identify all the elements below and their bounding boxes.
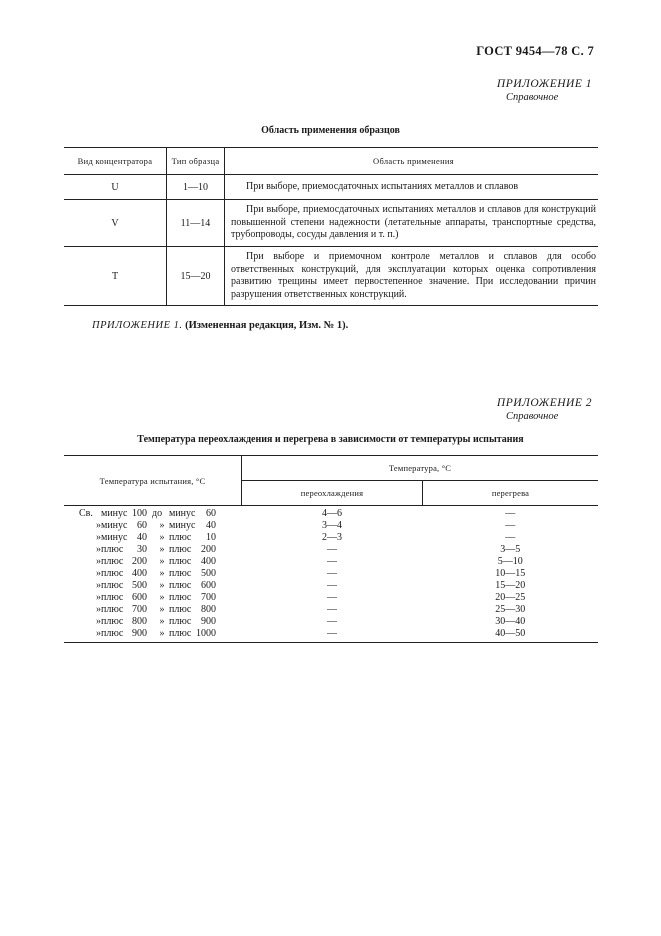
range-to-value: 500 [201, 568, 216, 579]
range-link: » [159, 520, 165, 531]
range-from-sign: минус [101, 520, 128, 531]
appendix1-title: ПРИЛОЖЕНИЕ 1 [496, 78, 592, 90]
col-header-area: Область применения [225, 148, 599, 175]
appendix2-subtitle: Справочное [506, 411, 559, 422]
temperature-table [64, 455, 598, 643]
cell-area: При выборе и приемочном контроле металлов и сплавов для особо ответственных конструкций, для эксплуатации которых оценка сопротивления развитию трещины имеет первостепенное значение. При исследовании причин разрушения ответственных конструкций. [225, 247, 599, 306]
range-to-sign: плюс [169, 616, 192, 627]
table-header-row [64, 148, 598, 175]
range-prefix: » [96, 532, 101, 543]
range-prefix: » [96, 520, 101, 531]
range-to-value: 700 [201, 592, 216, 603]
cell-overheating: 20—25 [495, 592, 526, 603]
range-from-value: 500 [132, 580, 147, 591]
cell-test-range [64, 506, 242, 521]
range-from-value: 200 [132, 556, 147, 567]
range-link: до [152, 508, 163, 519]
amendment-note [92, 320, 348, 331]
range-to-sign: минус [169, 508, 196, 519]
range-from-value: 800 [132, 616, 147, 627]
table-row [64, 604, 598, 616]
range-from-value: 900 [132, 628, 147, 639]
range-link: » [159, 628, 165, 639]
range-prefix: » [96, 628, 101, 639]
range-from-sign: минус [101, 508, 128, 519]
range-from-value: 700 [132, 604, 147, 615]
range-from-sign: плюс [101, 580, 124, 591]
cell-overheating: — [505, 508, 516, 519]
cell-sample: 15—20 [167, 247, 225, 306]
cell-supercooling: 3—4 [322, 520, 342, 531]
range-to-sign: плюс [169, 580, 192, 591]
cell-test-range [64, 592, 242, 604]
range-prefix: » [96, 544, 101, 555]
amendment-note-label: ПРИЛОЖЕНИЕ 1. [92, 320, 183, 331]
range-to-sign: плюс [169, 544, 192, 555]
table-row [64, 580, 598, 592]
range-from-sign: плюс [101, 616, 124, 627]
cell-test-range [64, 628, 242, 643]
range-from-sign: плюс [101, 556, 124, 567]
table-row [64, 175, 598, 200]
cell-supercooling: 4—6 [322, 508, 342, 519]
col-header-overheating: перегрева [423, 481, 599, 506]
cell-type: T [64, 247, 167, 306]
range-to-value: 1000 [196, 628, 216, 639]
range-to-value: 600 [201, 580, 216, 591]
range-to-value: 800 [201, 604, 216, 615]
range-from-value: 60 [137, 520, 147, 531]
table-header-row [64, 456, 598, 481]
cell-supercooling: — [327, 616, 337, 627]
cell-test-range [64, 568, 242, 580]
cell-test-range [64, 532, 242, 544]
range-to-sign: плюс [169, 532, 192, 543]
range-to-value: 900 [201, 616, 216, 627]
table-row [64, 592, 598, 604]
cell-type: V [64, 200, 167, 247]
cell-test-range [64, 616, 242, 628]
cell-supercooling: — [242, 628, 423, 643]
appendix2-caption: Температура переохлаждения и перегрева в зависимости от температуры испытания [137, 434, 524, 445]
cell-test-range [64, 580, 242, 592]
cell-test-range [64, 556, 242, 568]
range-prefix: » [96, 592, 101, 603]
range-to-value: 10 [206, 532, 216, 543]
cell-sample: 1—10 [167, 175, 225, 200]
range-from-value: 100 [132, 508, 147, 519]
range-from-sign: минус [101, 532, 128, 543]
range-from-value: 400 [132, 568, 147, 579]
range-to-sign: плюс [169, 568, 192, 579]
col-header-sample: Тип образца [167, 148, 225, 175]
cell-type: U [64, 175, 167, 200]
range-from-sign: плюс [101, 604, 124, 615]
cell-supercooling: — [327, 544, 337, 555]
table-row [64, 506, 598, 521]
range-prefix: » [96, 580, 101, 591]
range-from-value: 30 [137, 544, 147, 555]
range-to-sign: плюс [169, 628, 192, 639]
cell-supercooling: — [327, 580, 337, 591]
cell-area: При выборе, приемосдаточных испытаниях металлов и сплавов для конструкций повышенной степени надежности (летательные аппараты, транспортные средства, трубопроводы, сосуды давления и т. п.) [225, 200, 599, 247]
range-to-sign: плюс [169, 556, 192, 567]
range-to-sign: плюс [169, 604, 192, 615]
range-prefix: » [96, 556, 101, 567]
cell-supercooling: — [327, 592, 337, 603]
cell-overheating: 5—10 [497, 556, 523, 567]
range-to-sign: плюс [169, 592, 192, 603]
table-row [64, 568, 598, 580]
cell-overheating: — [505, 520, 516, 531]
table-row [64, 544, 598, 556]
table-row [64, 520, 598, 532]
range-from-value: 600 [132, 592, 147, 603]
range-link: » [159, 616, 165, 627]
cell-overheating: 3—5 [500, 544, 521, 555]
range-from-value: 40 [137, 532, 147, 543]
cell-sample: 11—14 [167, 200, 225, 247]
cell-test-range [64, 604, 242, 616]
range-to-value: 60 [206, 508, 216, 519]
cell-overheating: 30—40 [495, 616, 526, 627]
cell-supercooling: — [327, 568, 337, 579]
range-from-sign: плюс [101, 544, 124, 555]
cell-area: При выборе, приемосдаточных испытаниях металлов и сплавов [225, 175, 599, 200]
table-row [64, 247, 598, 306]
range-link: » [159, 592, 165, 603]
range-prefix: » [96, 604, 101, 615]
table-row [64, 532, 598, 544]
col-header-concentrator: Вид концентратора [64, 148, 167, 175]
cell-overheating: 25—30 [495, 604, 526, 615]
range-link: » [159, 568, 165, 579]
amendment-note-text: (Измененная редакция, Изм. № 1). [185, 320, 349, 331]
range-to-value: 40 [206, 520, 216, 531]
table-row [64, 616, 598, 628]
cell-supercooling: 2—3 [322, 532, 342, 543]
page-header: ГОСТ 9454—78 С. 7 [476, 44, 594, 58]
cell-supercooling: — [327, 604, 337, 615]
appendix1-caption: Область применения образцов [261, 125, 400, 136]
range-prefix: » [96, 568, 101, 579]
cell-overheating: 40—50 [423, 628, 599, 643]
appendix2-title: ПРИЛОЖЕНИЕ 2 [496, 397, 592, 409]
range-prefix: Св. [79, 508, 93, 519]
cell-overheating: 15—20 [495, 580, 526, 591]
cell-overheating: — [505, 532, 516, 543]
cell-test-range [64, 544, 242, 556]
range-link: » [159, 544, 165, 555]
range-from-sign: плюс [101, 568, 124, 579]
col-header-supercooling: переохлаждения [242, 481, 423, 506]
range-link: » [159, 532, 165, 543]
appendix1-subtitle: Справочное [506, 92, 559, 103]
col-header-test-temp: Температура испытания, °С [64, 456, 242, 506]
range-link: » [159, 604, 165, 615]
temperature-table-body [64, 506, 598, 643]
range-to-value: 200 [201, 544, 216, 555]
range-from-sign: плюс [101, 628, 124, 639]
table-row [64, 628, 598, 643]
cell-overheating: 10—15 [495, 568, 526, 579]
range-to-sign: минус [169, 520, 196, 531]
range-link: » [159, 580, 165, 591]
range-prefix: » [96, 616, 101, 627]
range-from-sign: плюс [101, 592, 124, 603]
range-link: » [159, 556, 165, 567]
table-row [64, 200, 598, 247]
cell-supercooling: — [327, 556, 337, 567]
table-row [64, 556, 598, 568]
col-header-temperature: Температура, °С [242, 456, 599, 481]
cell-test-range [64, 520, 242, 532]
application-table [64, 147, 598, 306]
range-to-value: 400 [201, 556, 216, 567]
